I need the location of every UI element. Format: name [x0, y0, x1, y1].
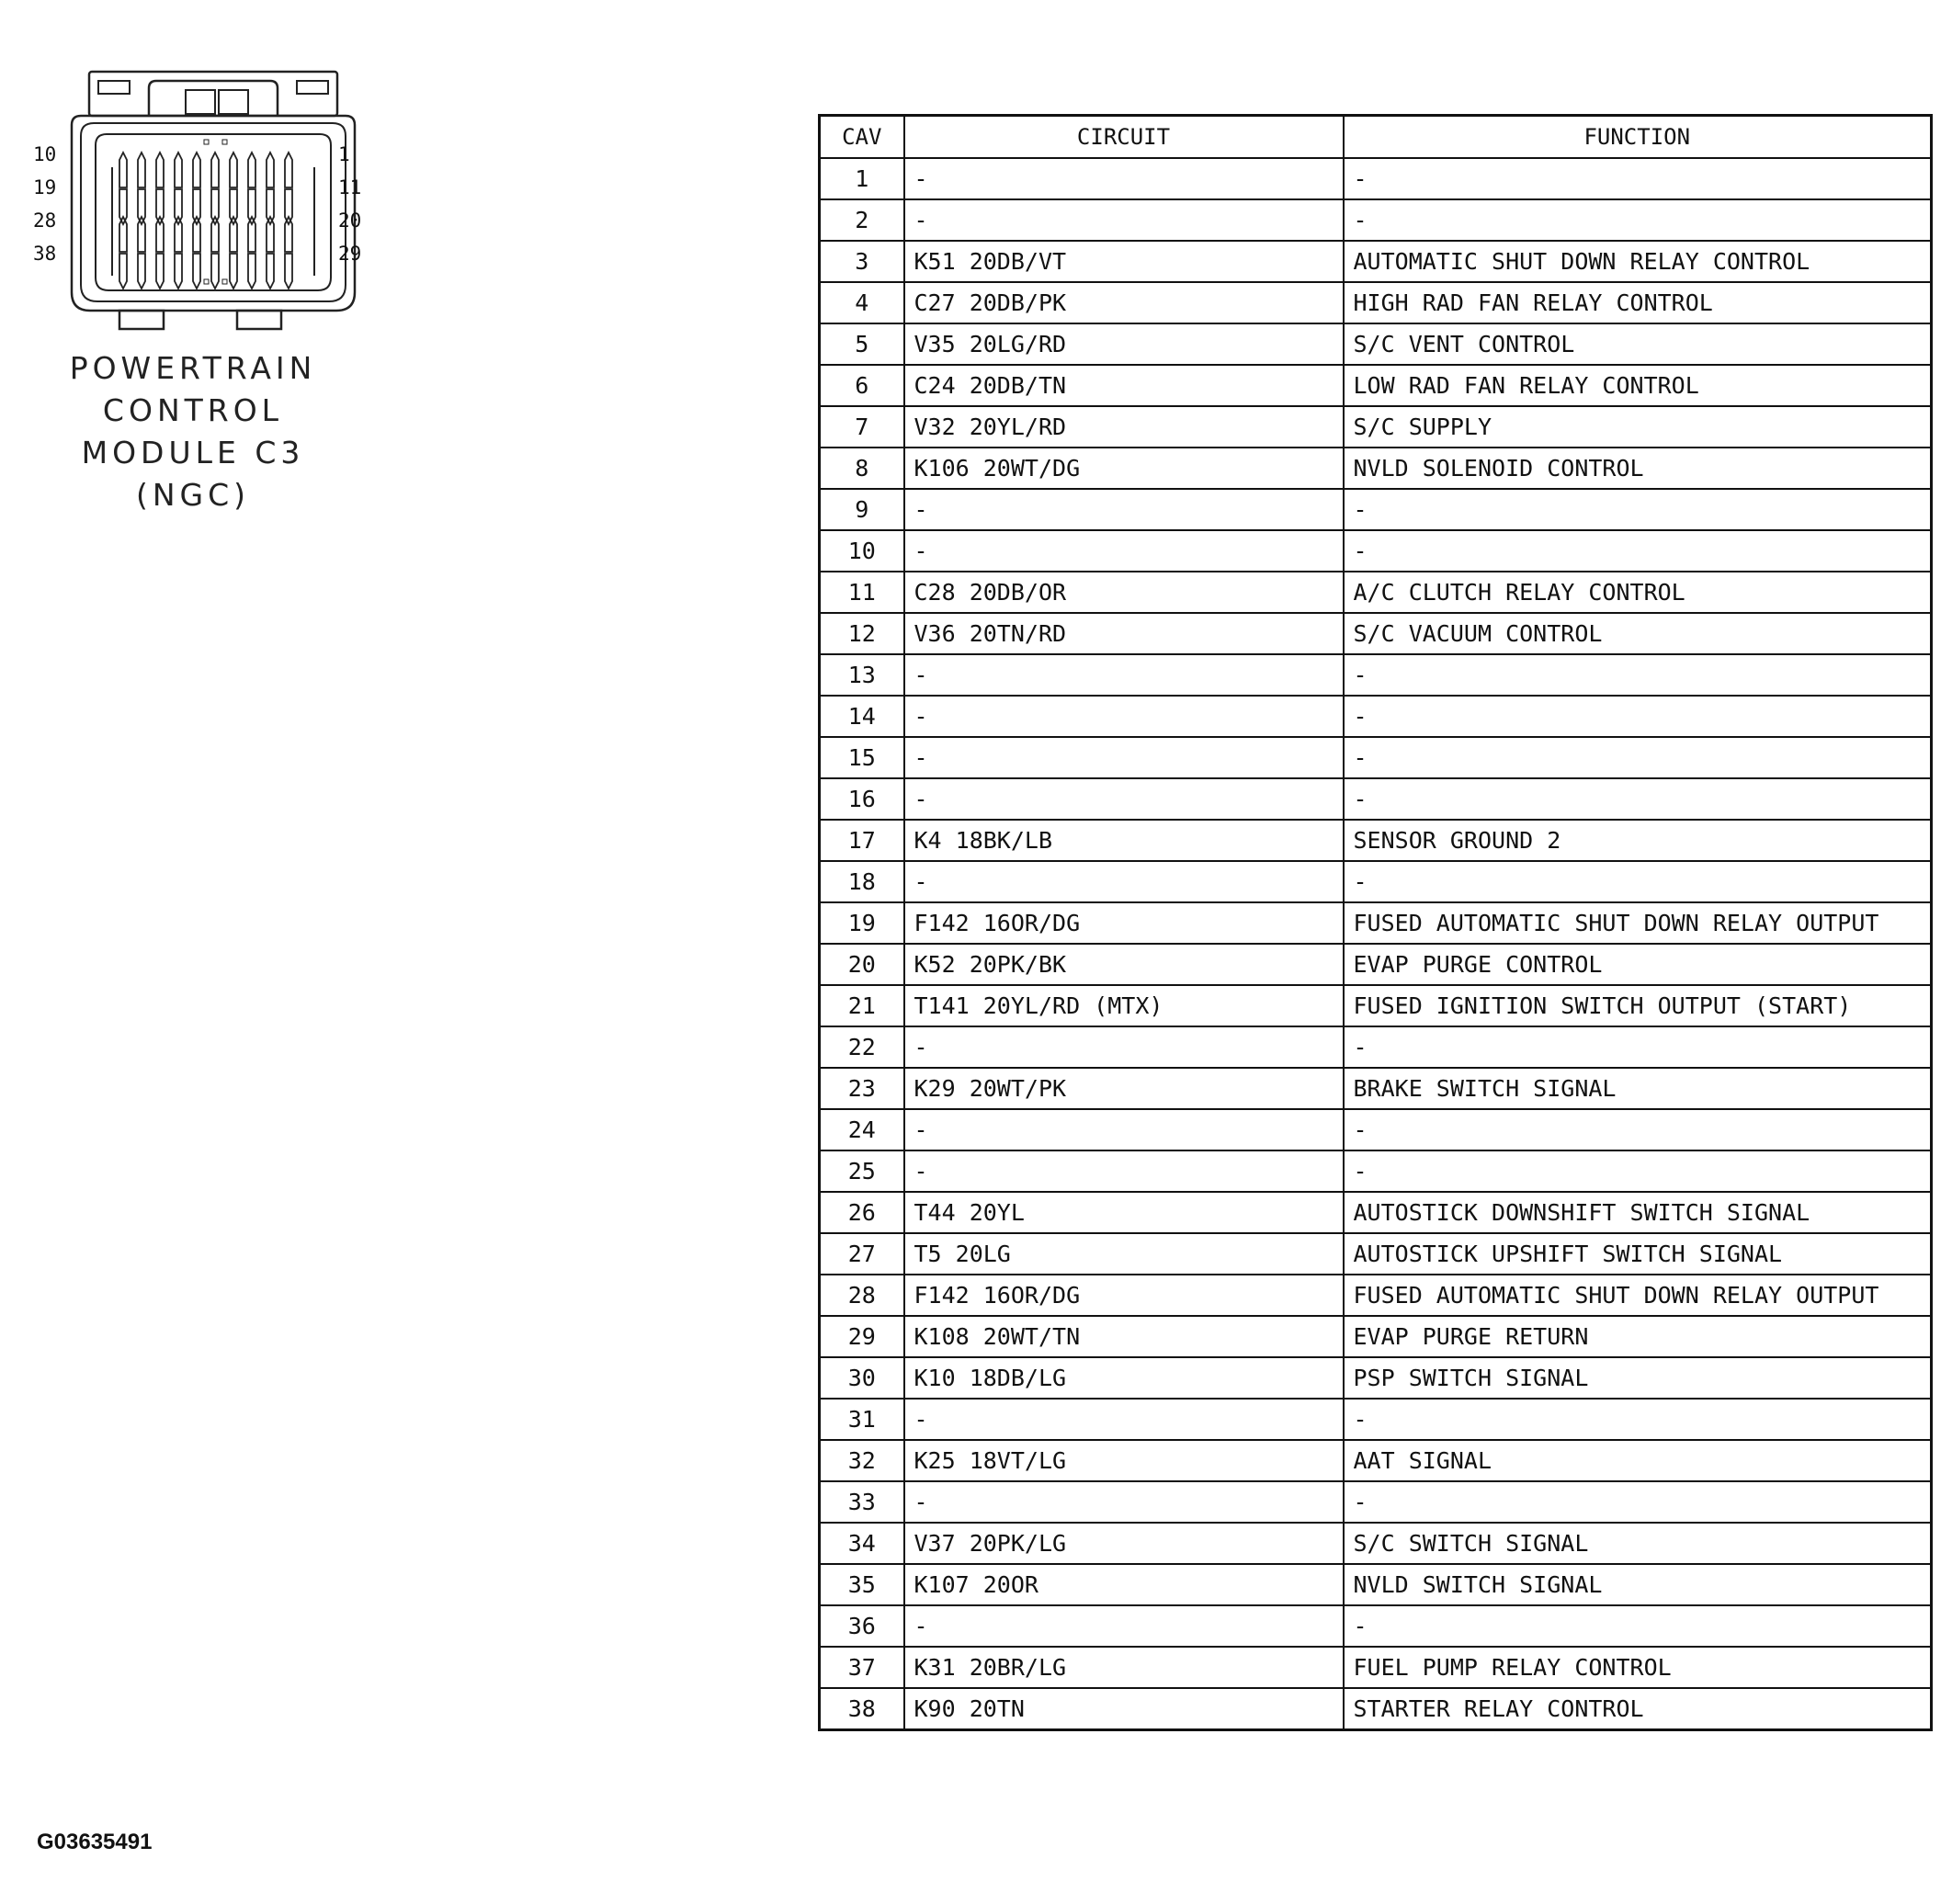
connector-terminal	[267, 189, 274, 224]
module-title	[37, 347, 349, 516]
circuit-cell: K4 18BK/LB	[904, 820, 1344, 861]
circuit-cell: K31 20BR/LG	[904, 1647, 1344, 1688]
cav-cell: 22	[820, 1026, 904, 1068]
function-cell: NVLD SOLENOID CONTROL	[1344, 448, 1932, 489]
circuit-cell: V36 20TN/RD	[904, 613, 1344, 654]
connector-terminal	[267, 153, 274, 187]
connector-terminal	[175, 153, 182, 187]
table-row	[820, 1523, 1932, 1564]
table-row	[820, 365, 1932, 406]
table-row	[820, 282, 1932, 323]
pin-label-right-row4: 29	[338, 243, 362, 265]
pin-label-right-row1: 1	[338, 143, 350, 165]
table-row	[820, 902, 1932, 944]
circuit-cell: T44 20YL	[904, 1192, 1344, 1233]
cav-cell: 35	[820, 1564, 904, 1605]
circuit-cell: V32 20YL/RD	[904, 406, 1344, 448]
circuit-cell: -	[904, 1399, 1344, 1440]
cav-cell: 37	[820, 1647, 904, 1688]
table-row	[820, 1150, 1932, 1192]
circuit-cell: -	[904, 1481, 1344, 1523]
circuit-cell: -	[904, 1109, 1344, 1150]
table-row	[820, 1440, 1932, 1481]
pin-label-right-row2: 11	[338, 176, 362, 198]
cav-cell: 5	[820, 323, 904, 365]
table-row	[820, 448, 1932, 489]
circuit-cell: -	[904, 158, 1344, 199]
connector-terminal	[119, 217, 127, 252]
cav-cell: 21	[820, 985, 904, 1026]
cav-cell: 15	[820, 737, 904, 778]
table-row	[820, 489, 1932, 530]
function-cell: -	[1344, 199, 1932, 241]
function-cell: FUSED IGNITION SWITCH OUTPUT (START)	[1344, 985, 1932, 1026]
function-cell: LOW RAD FAN RELAY CONTROL	[1344, 365, 1932, 406]
header-cav: CAV	[820, 116, 904, 159]
connector-terminal	[175, 254, 182, 289]
table-row	[820, 406, 1932, 448]
table-row	[820, 861, 1932, 902]
table-row	[820, 530, 1932, 572]
cav-cell: 12	[820, 613, 904, 654]
connector-key	[222, 279, 227, 284]
connector-terminal	[285, 153, 292, 187]
circuit-cell: -	[904, 199, 1344, 241]
connector-terminal	[248, 189, 255, 224]
cav-cell: 19	[820, 902, 904, 944]
function-cell: -	[1344, 737, 1932, 778]
connector-terminal	[193, 153, 200, 187]
header-function: FUNCTION	[1344, 116, 1932, 159]
connector-terminal	[211, 254, 219, 289]
circuit-cell: -	[904, 1605, 1344, 1647]
function-cell: HIGH RAD FAN RELAY CONTROL	[1344, 282, 1932, 323]
cav-cell: 23	[820, 1068, 904, 1109]
circuit-cell: F142 16OR/DG	[904, 902, 1344, 944]
module-title-line: (NGC)	[135, 477, 251, 513]
circuit-cell: K51 20DB/VT	[904, 241, 1344, 282]
connector-terminal	[248, 217, 255, 252]
table-row	[820, 1688, 1932, 1730]
connector-terminal	[267, 217, 274, 252]
connector-terminal	[211, 217, 219, 252]
circuit-cell: -	[904, 737, 1344, 778]
circuit-cell: -	[904, 696, 1344, 737]
connector-terminal	[230, 217, 237, 252]
connector-terminal	[285, 189, 292, 224]
table-header-row	[820, 116, 1932, 159]
table-row	[820, 1192, 1932, 1233]
function-cell: S/C SUPPLY	[1344, 406, 1932, 448]
cav-cell: 6	[820, 365, 904, 406]
table-row	[820, 1647, 1932, 1688]
circuit-cell: T5 20LG	[904, 1233, 1344, 1275]
cav-cell: 2	[820, 199, 904, 241]
pin-label-left-row3: 28	[33, 210, 57, 232]
connector-terminal	[175, 217, 182, 252]
cav-cell: 20	[820, 944, 904, 985]
connector-terminal	[230, 189, 237, 224]
function-cell: -	[1344, 530, 1932, 572]
function-cell: -	[1344, 158, 1932, 199]
function-cell: -	[1344, 1109, 1932, 1150]
table-row	[820, 1275, 1932, 1316]
circuit-cell: -	[904, 1026, 1344, 1068]
circuit-cell: C28 20DB/OR	[904, 572, 1344, 613]
table-row	[820, 1399, 1932, 1440]
table-row	[820, 1605, 1932, 1647]
function-cell: A/C CLUTCH RELAY CONTROL	[1344, 572, 1932, 613]
cav-cell: 36	[820, 1605, 904, 1647]
connector-terminal	[248, 254, 255, 289]
cav-cell: 27	[820, 1233, 904, 1275]
pin-label-left-row4: 38	[33, 243, 57, 265]
connector-terminal	[193, 217, 200, 252]
cav-cell: 29	[820, 1316, 904, 1357]
table-row	[820, 1068, 1932, 1109]
function-cell: BRAKE SWITCH SIGNAL	[1344, 1068, 1932, 1109]
cav-cell: 18	[820, 861, 904, 902]
cav-cell: 33	[820, 1481, 904, 1523]
connector-outline	[28, 64, 377, 331]
table-row	[820, 158, 1932, 199]
function-cell: -	[1344, 489, 1932, 530]
cav-cell: 17	[820, 820, 904, 861]
function-cell: AUTOSTICK UPSHIFT SWITCH SIGNAL	[1344, 1233, 1932, 1275]
connector-terminal	[267, 254, 274, 289]
function-cell: PSP SWITCH SIGNAL	[1344, 1357, 1932, 1399]
circuit-cell: K29 20WT/PK	[904, 1068, 1344, 1109]
table-row	[820, 1357, 1932, 1399]
cav-cell: 10	[820, 530, 904, 572]
function-cell: SENSOR GROUND 2	[1344, 820, 1932, 861]
cav-cell: 26	[820, 1192, 904, 1233]
connector-terminal	[193, 189, 200, 224]
connector-terminal	[119, 254, 127, 289]
module-title-line: CONTROL	[102, 392, 284, 428]
table-row	[820, 1026, 1932, 1068]
cav-cell: 28	[820, 1275, 904, 1316]
cav-cell: 25	[820, 1150, 904, 1192]
function-cell: EVAP PURGE CONTROL	[1344, 944, 1932, 985]
function-cell: EVAP PURGE RETURN	[1344, 1316, 1932, 1357]
connector-terminal	[285, 217, 292, 252]
circuit-cell: -	[904, 1150, 1344, 1192]
function-cell: -	[1344, 1481, 1932, 1523]
function-cell: S/C VENT CONTROL	[1344, 323, 1932, 365]
cav-cell: 34	[820, 1523, 904, 1564]
cav-cell: 32	[820, 1440, 904, 1481]
circuit-cell: -	[904, 861, 1344, 902]
cav-cell: 11	[820, 572, 904, 613]
module-title-line: POWERTRAIN	[69, 350, 317, 386]
function-cell: AAT SIGNAL	[1344, 1440, 1932, 1481]
function-cell: AUTOSTICK DOWNSHIFT SWITCH SIGNAL	[1344, 1192, 1932, 1233]
function-cell: AUTOMATIC SHUT DOWN RELAY CONTROL	[1344, 241, 1932, 282]
connector-terminal	[175, 189, 182, 224]
circuit-cell: K52 20PK/BK	[904, 944, 1344, 985]
connector-terminal	[156, 153, 164, 187]
function-cell: FUSED AUTOMATIC SHUT DOWN RELAY OUTPUT	[1344, 1275, 1932, 1316]
connector-terminal	[211, 153, 219, 187]
circuit-cell: C24 20DB/TN	[904, 365, 1344, 406]
function-cell: -	[1344, 1605, 1932, 1647]
circuit-cell: V37 20PK/LG	[904, 1523, 1344, 1564]
cav-cell: 30	[820, 1357, 904, 1399]
figure-id: G03635491	[37, 1830, 153, 1854]
table-row	[820, 737, 1932, 778]
table-row	[820, 1481, 1932, 1523]
cav-cell: 7	[820, 406, 904, 448]
circuit-cell: -	[904, 489, 1344, 530]
function-cell: S/C SWITCH SIGNAL	[1344, 1523, 1932, 1564]
function-cell: S/C VACUUM CONTROL	[1344, 613, 1932, 654]
connector-terminal	[285, 254, 292, 289]
connector-terminal	[230, 153, 237, 187]
circuit-cell: K108 20WT/TN	[904, 1316, 1344, 1357]
table-row	[820, 985, 1932, 1026]
pin-label-left-row2: 19	[33, 176, 57, 198]
circuit-cell: -	[904, 654, 1344, 696]
circuit-cell: K10 18DB/LG	[904, 1357, 1344, 1399]
connector-terminal	[193, 254, 200, 289]
function-cell: -	[1344, 1399, 1932, 1440]
function-cell: -	[1344, 1150, 1932, 1192]
connector-face-diagram	[28, 64, 377, 331]
connector-terminal	[156, 217, 164, 252]
table-row	[820, 1233, 1932, 1275]
table-row	[820, 1564, 1932, 1605]
cav-cell: 14	[820, 696, 904, 737]
circuit-cell: K25 18VT/LG	[904, 1440, 1344, 1481]
circuit-cell: -	[904, 530, 1344, 572]
function-cell: FUEL PUMP RELAY CONTROL	[1344, 1647, 1932, 1688]
table-body	[820, 158, 1932, 1730]
table-row	[820, 696, 1932, 737]
function-cell: -	[1344, 696, 1932, 737]
connector-terminal	[156, 254, 164, 289]
cav-cell: 8	[820, 448, 904, 489]
table-row	[820, 654, 1932, 696]
circuit-cell: T141 20YL/RD (MTX)	[904, 985, 1344, 1026]
function-cell: NVLD SWITCH SIGNAL	[1344, 1564, 1932, 1605]
table-row	[820, 1316, 1932, 1357]
connector-key	[222, 140, 227, 144]
circuit-cell: V35 20LG/RD	[904, 323, 1344, 365]
connector-terminal	[138, 254, 145, 289]
pinout-table	[818, 114, 1933, 1731]
cav-cell: 24	[820, 1109, 904, 1150]
connector-terminal	[230, 254, 237, 289]
cav-cell: 3	[820, 241, 904, 282]
header-circuit: CIRCUIT	[904, 116, 1344, 159]
table-row	[820, 572, 1932, 613]
connector-terminal	[119, 153, 127, 187]
table-row	[820, 199, 1932, 241]
cav-cell: 13	[820, 654, 904, 696]
function-cell: -	[1344, 778, 1932, 820]
table-row	[820, 1109, 1932, 1150]
connector-terminal	[156, 189, 164, 224]
cav-cell: 16	[820, 778, 904, 820]
connector-terminal	[138, 153, 145, 187]
pin-label-right-row3: 20	[338, 210, 362, 232]
connector-terminal	[138, 189, 145, 224]
table-row	[820, 323, 1932, 365]
connector-terminal	[211, 189, 219, 224]
table-row	[820, 241, 1932, 282]
connector-key	[204, 140, 209, 144]
function-cell: -	[1344, 861, 1932, 902]
circuit-cell: C27 20DB/PK	[904, 282, 1344, 323]
connector-terminal	[248, 153, 255, 187]
circuit-cell: K90 20TN	[904, 1688, 1344, 1730]
circuit-cell: F142 16OR/DG	[904, 1275, 1344, 1316]
connector-key	[204, 279, 209, 284]
connector-terminal	[138, 217, 145, 252]
table-row	[820, 778, 1932, 820]
connector-terminal	[119, 189, 127, 224]
table-row	[820, 944, 1932, 985]
pin-label-left-row1: 10	[33, 143, 57, 165]
circuit-cell: K107 20OR	[904, 1564, 1344, 1605]
cav-cell: 1	[820, 158, 904, 199]
cav-cell: 31	[820, 1399, 904, 1440]
cav-cell: 4	[820, 282, 904, 323]
cav-cell: 9	[820, 489, 904, 530]
table-row	[820, 820, 1932, 861]
function-cell: -	[1344, 654, 1932, 696]
circuit-cell: K106 20WT/DG	[904, 448, 1344, 489]
function-cell: -	[1344, 1026, 1932, 1068]
function-cell: STARTER RELAY CONTROL	[1344, 1688, 1932, 1730]
circuit-cell: -	[904, 778, 1344, 820]
module-title-line: MODULE C3	[81, 435, 305, 470]
cav-cell: 38	[820, 1688, 904, 1730]
table-row	[820, 613, 1932, 654]
function-cell: FUSED AUTOMATIC SHUT DOWN RELAY OUTPUT	[1344, 902, 1932, 944]
